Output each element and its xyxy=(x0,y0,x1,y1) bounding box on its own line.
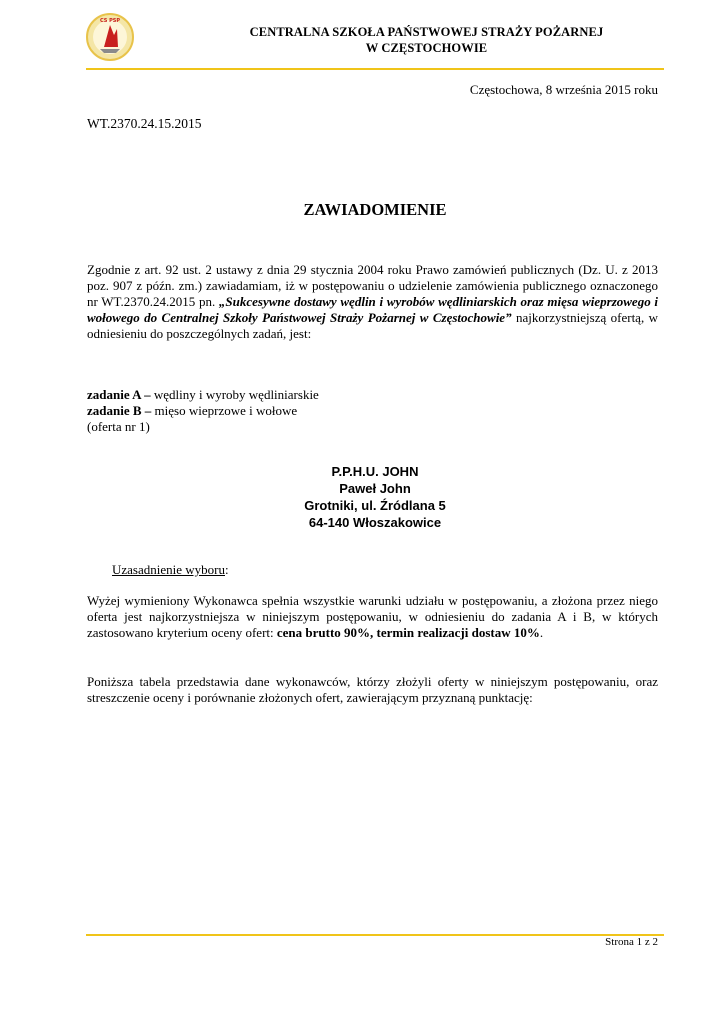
task-a-label: zadanie A – xyxy=(87,387,151,402)
tender-subject: „Sukcesywne dostawy wędlin i wyrobów wędliniarskich oraz mięsa wieprzowego i wołowego do Centralnej Szkoły Państwowej Straży Pożarnej w Częstochowie” xyxy=(87,294,659,325)
page-number: Strona 1 z 2 xyxy=(605,936,658,948)
intro-paragraph xyxy=(87,262,658,342)
offer-number: (oferta nr 1) xyxy=(87,419,150,434)
justification-end: . xyxy=(539,625,544,640)
evaluation-criteria: cena brutto 90%, termin realizacji dostaw 10% xyxy=(276,625,540,640)
justification-colon: : xyxy=(225,562,229,577)
task-b-label: zadanie B – xyxy=(87,403,152,418)
company-city: 64-140 Włoszakowice xyxy=(308,515,442,530)
footer-divider xyxy=(86,934,664,936)
reference-number: WT.2370.24.15.2015 xyxy=(87,116,202,131)
org-line-1: CENTRALNA SZKOŁA PAŃSTWOWEJ STRAŻY POŻARNEJ xyxy=(249,25,604,39)
winning-company xyxy=(86,463,664,531)
justification-paragraph xyxy=(87,593,658,641)
task-b-text: mięso wieprzowe i wołowe xyxy=(151,403,298,418)
school-logo xyxy=(86,13,134,61)
intro-text-2: najkorzystniejszą ofertą, w odniesieniu do poszczególnych zadań, jest: xyxy=(87,310,658,341)
company-name: P.P.H.U. JOHN xyxy=(331,464,419,479)
document-date: Częstochowa, 8 września 2015 roku xyxy=(469,82,658,97)
logo-text: CS PSP xyxy=(99,18,121,24)
justification-heading-text: Uzasadnienie wyboru xyxy=(112,562,225,577)
justification-heading xyxy=(112,562,229,578)
task-a-text: wędliny i wyroby wędliniarskie xyxy=(150,387,319,402)
company-owner: Paweł John xyxy=(339,481,411,496)
org-line-2: W CZĘSTOCHOWIE xyxy=(365,41,488,55)
company-street: Grotniki, ul. Źródlana 5 xyxy=(304,498,446,513)
header-divider xyxy=(86,68,664,70)
organization-name xyxy=(195,24,658,56)
task-a xyxy=(87,387,319,403)
justification-text: Wyżej wymieniony Wykonawca spełnia wszystkie warunki udziału w postępowaniu, a złożona przez niego oferta jest najkorzystniejsza w niniejszym postępowaniu, w odniesieniu do zadania A i B, w których zastosowano kryterium oceny ofert: xyxy=(87,593,658,640)
intro-text-1: Zgodnie z art. 92 ust. 2 ustawy z dnia 29 stycznia 2004 roku Prawo zamówień publicznych (Dz. U. z 2013 poz. 907 z późn. zm.) zawiadamiam, iż w postępowaniu o udzielenie zamówienia publicznego oznaczonego nr WT.2370.24.2015 pn. xyxy=(87,262,658,309)
table-intro-paragraph: Poniższa tabela przedstawia dane wykonawców, którzy złożyli oferty w niniejszym postępowaniu, oraz streszczenie oceny i porównanie złożonych ofert, zawierającym przyznaną punktację: xyxy=(87,674,658,705)
task-list xyxy=(87,387,319,435)
document-title: ZAWIADOMIENIE xyxy=(303,200,447,219)
task-b xyxy=(87,403,319,419)
